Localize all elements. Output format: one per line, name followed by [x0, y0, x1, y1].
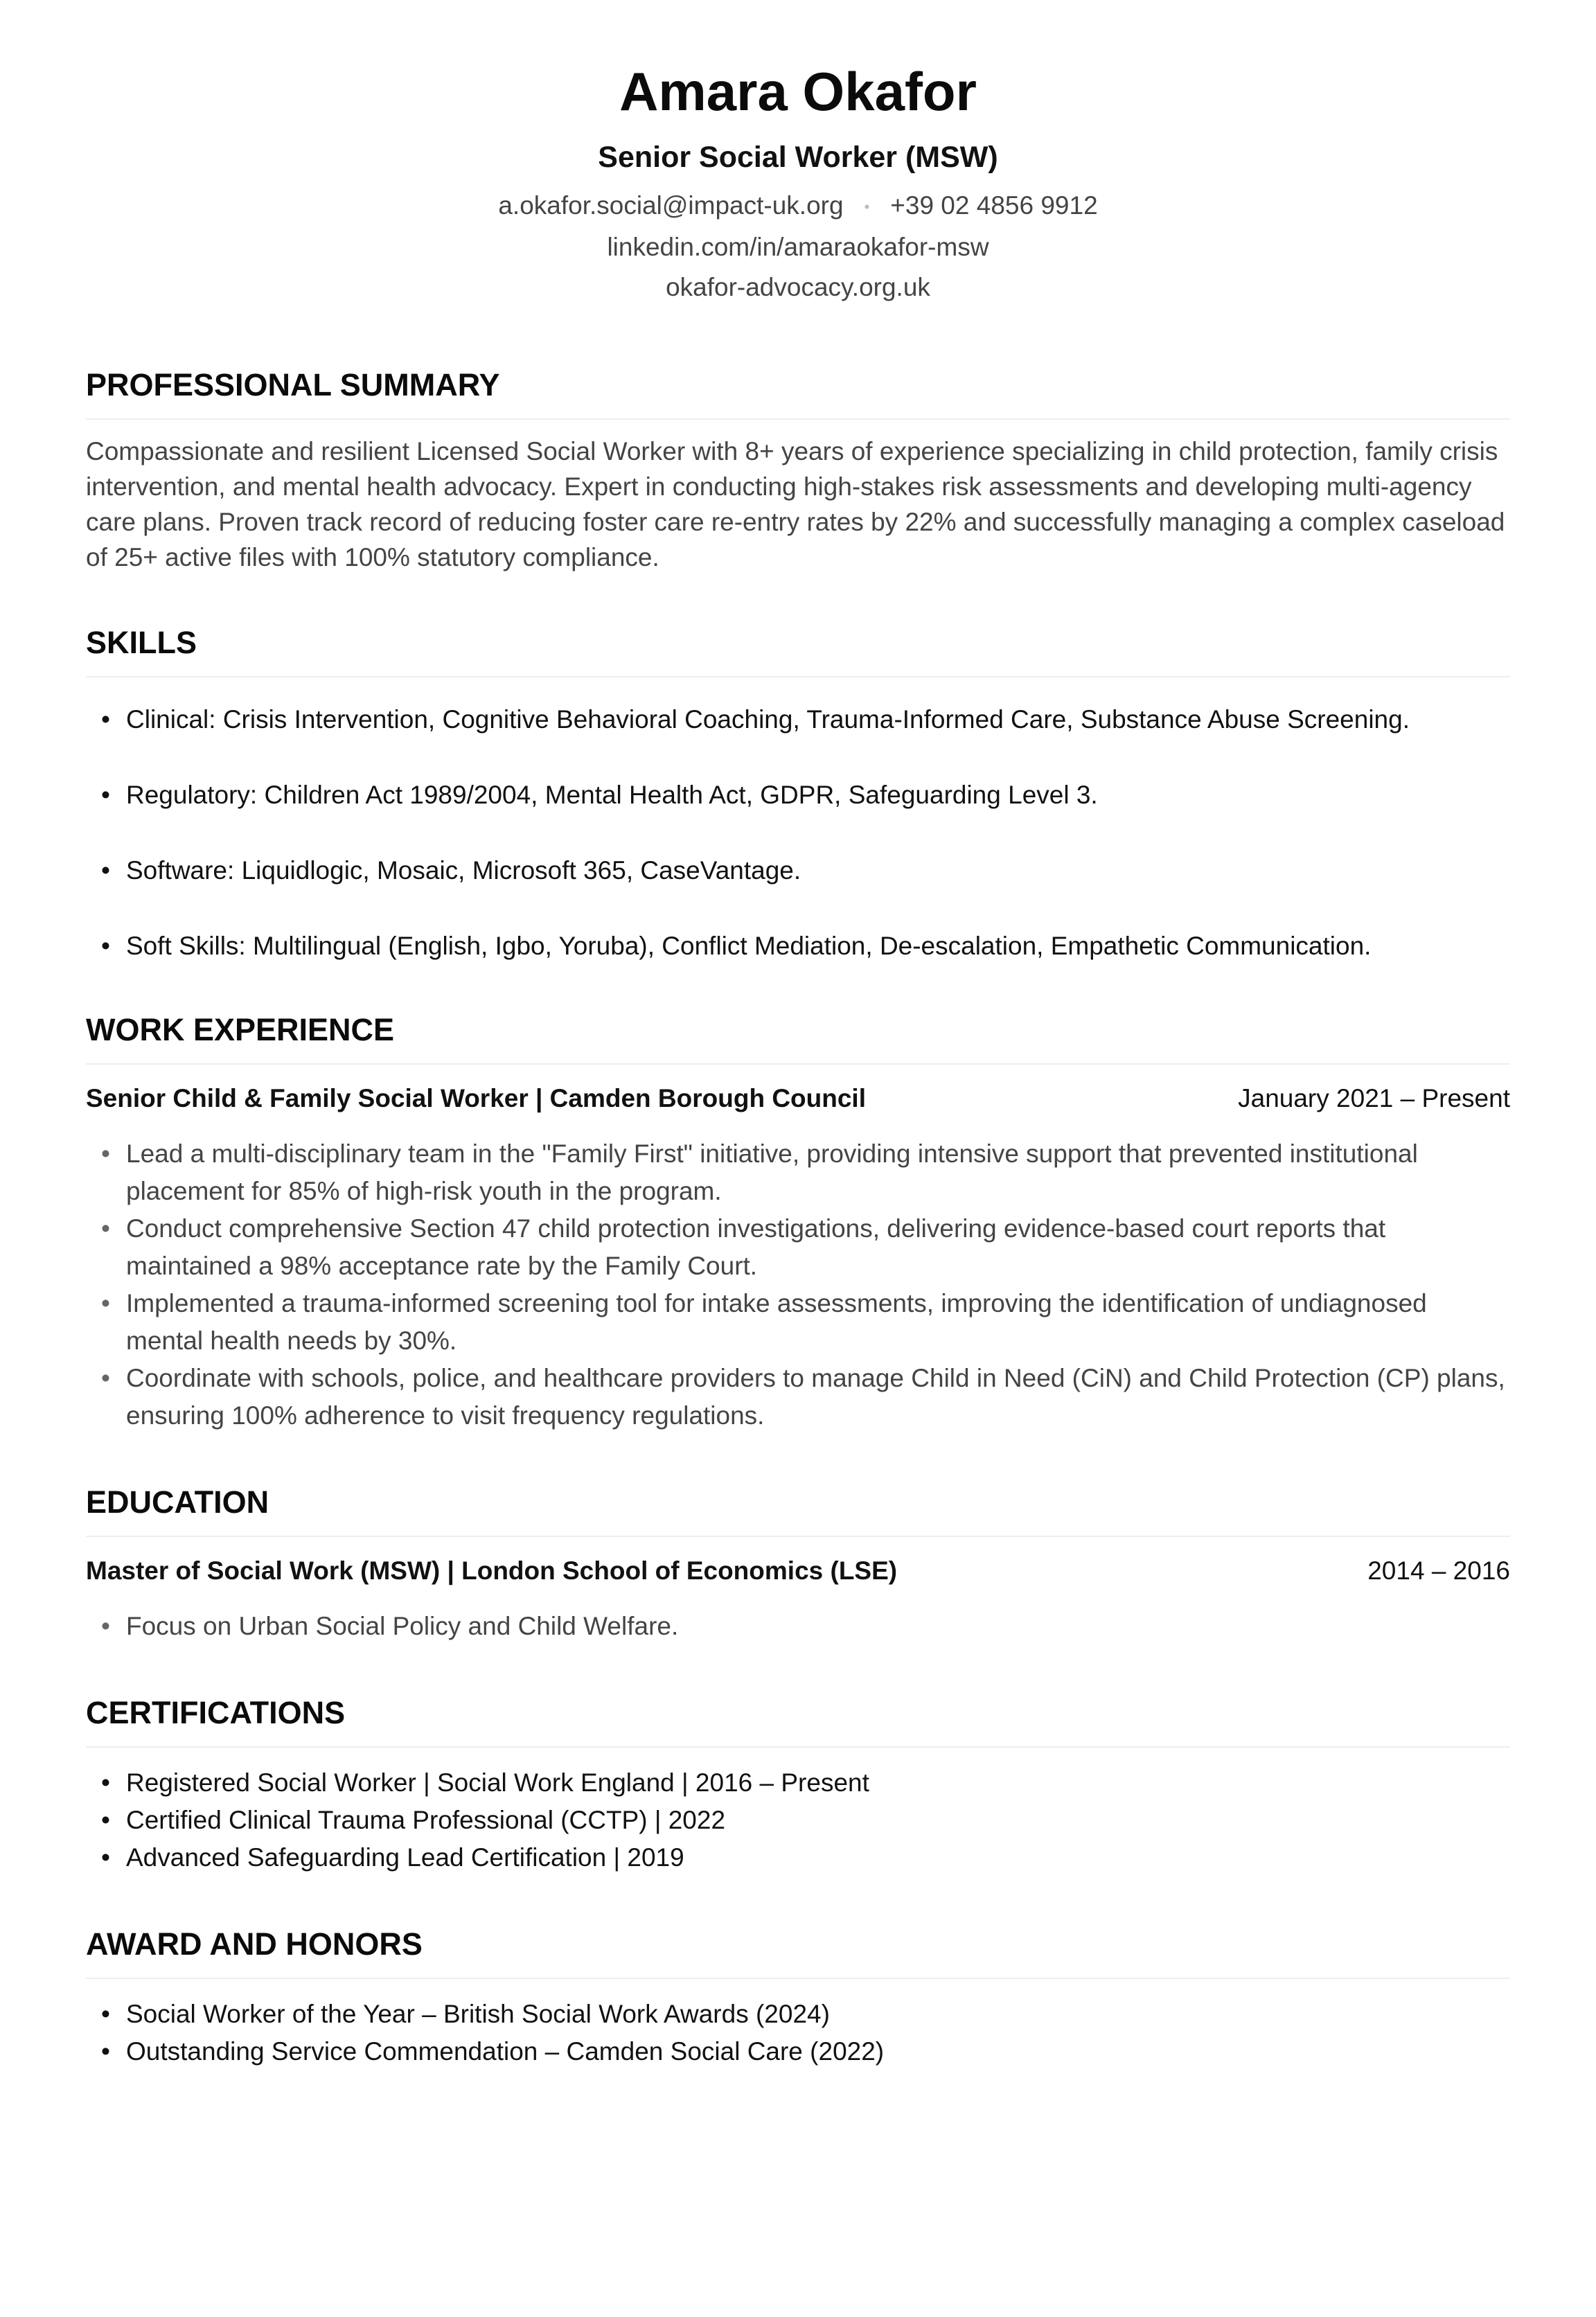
website-link[interactable]: okafor-advocacy.org.uk: [666, 273, 930, 302]
skill-text: Software: Liquidlogic, Mosaic, Microsoft 365, CaseVantage.: [126, 856, 801, 885]
award-text: Outstanding Service Commendation – Camden Social Care (2022): [126, 2037, 885, 2066]
award-text: Social Worker of the Year – British Social Work Awards (2024): [126, 2000, 830, 2029]
bullet: •: [101, 856, 110, 885]
summary-section: [86, 366, 1510, 575]
list-item: [86, 701, 1510, 738]
skills-section: [86, 623, 1510, 965]
bullet: •: [101, 1843, 110, 1872]
list-item: [86, 1764, 1510, 1802]
experience-text: Coordinate with schools, police, and healthcare providers to manage Child in Need (CiN) and Child Protection (CP) plans, ensuring 100% adherence to visit frequency regulations.: [126, 1364, 1505, 1430]
list-item: [86, 927, 1510, 965]
bullet: •: [101, 1289, 110, 1318]
awards-list: [86, 1996, 1510, 2070]
bullet: •: [101, 1806, 110, 1835]
certification-text: Registered Social Worker | Social Work England | 2016 – Present: [126, 1768, 869, 1797]
job-dates: January 2021 – Present: [1238, 1084, 1510, 1113]
resume-header: [86, 0, 1510, 308]
education-entry-header: [86, 1554, 1510, 1588]
skill-text: Regulatory: Children Act 1989/2004, Mental Health Act, GDPR, Safeguarding Level 3.: [126, 781, 1098, 810]
bullet: •: [101, 2037, 110, 2066]
education-heading: EDUCATION: [86, 1483, 1510, 1537]
certifications-heading: CERTIFICATIONS: [86, 1694, 1510, 1748]
degree-name: Master of Social Work (MSW) | London School of Economics (LSE): [86, 1556, 898, 1586]
job-role: Senior Child & Family Social Worker | Camden Borough Council: [86, 1084, 866, 1113]
experience-section: [86, 1011, 1510, 1435]
experience-heading: WORK EXPERIENCE: [86, 1011, 1510, 1065]
awards-section: [86, 1925, 1510, 2070]
education-dates: 2014 – 2016: [1367, 1556, 1510, 1586]
list-item: [86, 1360, 1510, 1435]
education-list: [86, 1608, 1510, 1645]
bullet: •: [101, 1214, 110, 1243]
list-item: [86, 1210, 1510, 1285]
bullet: •: [101, 932, 110, 961]
skill-text: Clinical: Crisis Intervention, Cognitive Behavioral Coaching, Trauma-Informed Care, Substance Abuse Screening.: [126, 705, 1410, 734]
skill-text: Soft Skills: Multilingual (English, Igbo, Yoruba), Conflict Mediation, De-escalation, Empathetic Communication.: [126, 932, 1372, 961]
certification-text: Certified Clinical Trauma Professional (CCTP) | 2022: [126, 1806, 726, 1835]
email-link[interactable]: a.okafor.social@impact-uk.org: [498, 191, 844, 220]
awards-heading: AWARD AND HONORS: [86, 1925, 1510, 1979]
list-item: [86, 1802, 1510, 1839]
list-item: [86, 2033, 1510, 2070]
certification-text: Advanced Safeguarding Lead Certification | 2019: [126, 1843, 684, 1872]
skills-heading: SKILLS: [86, 623, 1510, 677]
bullet: •: [101, 1768, 110, 1797]
candidate-title: Senior Social Worker (MSW): [598, 141, 998, 174]
certifications-list: [86, 1764, 1510, 1876]
contact-row-primary: [86, 186, 1510, 227]
list-item: [86, 1285, 1510, 1360]
skills-list: [86, 701, 1510, 965]
linkedin-link[interactable]: linkedin.com/in/amaraokafor-msw: [607, 233, 989, 262]
certifications-section: [86, 1694, 1510, 1876]
bullet: •: [101, 781, 110, 810]
bullet: •: [101, 1364, 110, 1393]
bullet: •: [101, 1612, 110, 1641]
experience-list: [86, 1135, 1510, 1435]
bullet: •: [101, 705, 110, 734]
education-section: [86, 1483, 1510, 1645]
candidate-name: Amara Okafor: [619, 61, 977, 122]
experience-text: Conduct comprehensive Section 47 child protection investigations, delivering evidence-based court reports that maintained a 98% acceptance rate by the Family Court.: [126, 1214, 1386, 1281]
bullet: •: [101, 2000, 110, 2029]
list-item: [86, 1608, 1510, 1645]
contact-info: [86, 186, 1510, 308]
summary-heading: PROFESSIONAL SUMMARY: [86, 366, 1510, 420]
list-item: [86, 852, 1510, 889]
education-text: Focus on Urban Social Policy and Child Welfare.: [126, 1612, 679, 1641]
experience-entry-header: [86, 1081, 1510, 1116]
list-item: [86, 776, 1510, 814]
experience-text: Implemented a trauma-informed screening tool for intake assessments, improving the identification of undiagnosed mental health needs by 30%.: [126, 1289, 1427, 1356]
summary-text: Compassionate and resilient Licensed Social Worker with 8+ years of experience specializing in child protection, family crisis intervention, and mental health advocacy. Expert in conducting high-stakes risk assessments and developing multi-agency care plans. Proven track record of reducing foster care re-entry rates by 22% and successfully managing a complex caseload of 25+ active files with 100% statutory compliance.: [86, 437, 1505, 572]
contact-separator: •: [864, 198, 870, 216]
list-item: [86, 1839, 1510, 1876]
list-item: [86, 1996, 1510, 2033]
list-item: [86, 1135, 1510, 1210]
phone-number[interactable]: +39 02 4856 9912: [890, 191, 1098, 220]
experience-text: Lead a multi-disciplinary team in the "Family First" initiative, providing intensive support that prevented institutional placement for 85% of high-risk youth in the program.: [126, 1139, 1418, 1206]
bullet: •: [101, 1139, 110, 1169]
